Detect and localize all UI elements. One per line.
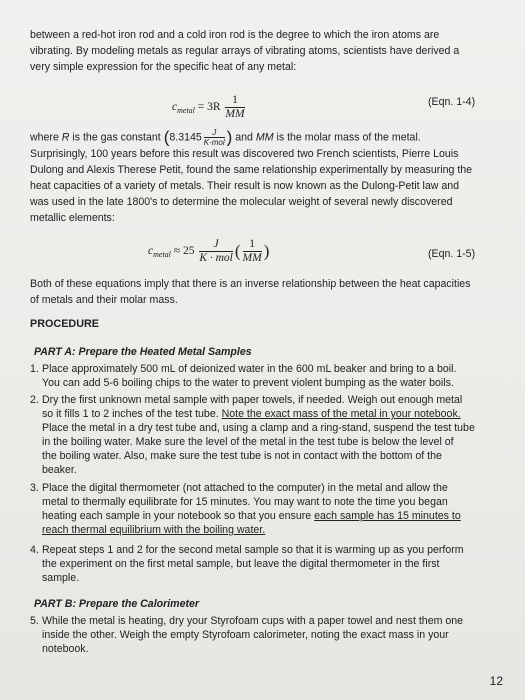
para3-line-2: of metals and their molar mass. — [30, 294, 178, 306]
para3-line-1: Both of these equations imply that there is an inverse relationship between the heat capacities — [30, 278, 471, 290]
gas-units-num: J — [204, 128, 225, 138]
eqn2-fraction-1 — [199, 238, 233, 265]
step-5-line-3: notebook. — [42, 643, 89, 655]
para2-line-1 — [30, 128, 500, 147]
eqn1-fraction — [225, 94, 244, 121]
underlined-text: Note the exact mass of the metal in your notebook. — [221, 408, 461, 420]
procedure-heading: PROCEDURE — [30, 318, 99, 330]
gas-units-den: K·mol — [203, 138, 225, 147]
eqn1-lhs: c — [172, 101, 178, 114]
intro-line-1: between a red-hot iron rod and a cold iron rod is the degree to which the iron atoms are — [30, 29, 440, 41]
eqn2-den1: K · mol — [199, 252, 233, 264]
text: heating each sample in your notebook so that you ensure — [42, 510, 315, 522]
step-3-line-4 — [42, 523, 512, 537]
eqn1-equals: = 3R — [197, 101, 221, 114]
step-2-line-5: the boiling water. Also, make sure the test tube is not in contact with the bottom of the — [42, 450, 442, 462]
step-5-number: 5. — [30, 615, 39, 627]
step-5-line-1: While the metal is heating, dry your Styrofoam cups with a paper towel and nest them one — [42, 615, 464, 627]
underlined-text: each sample has 15 minutes to — [314, 510, 461, 522]
step-3-number: 3. — [30, 482, 39, 494]
eqn2-label: (Eqn. 1-5) — [428, 248, 476, 260]
eqn2-num2: 1 — [243, 238, 262, 252]
text: is the gas constant — [69, 131, 164, 144]
eqn2-num1: J — [199, 238, 233, 252]
step-1-line-2: You can add 5-6 boiling chips to the water to prevent violent bumping as the water boils. — [42, 377, 454, 389]
step-4-line-2: the experiment on the first metal sample, but leave the digital thermometer in the first — [42, 558, 440, 570]
step-2-number: 2. — [30, 394, 39, 406]
eqn2-lhs-sub: metal — [153, 250, 171, 260]
step-4-number: 4. — [30, 544, 39, 556]
step-2-line-3: Place the metal in a dry test tube and, using a clamp and a ring-stand, suspend the test tube — [42, 422, 475, 434]
paren-open: ( — [234, 241, 241, 261]
intro-line-2: vibrating. By modeling metals as regular arrays of vibrating atoms, scientists have derived a — [30, 45, 460, 57]
part-a-heading: PART A: Prepare the Heated Metal Samples — [34, 346, 252, 358]
intro-line-3: very simple expression for the specific heat of any metal: — [30, 61, 297, 73]
text: so it fills 1 to 2 inches of the test tube. — [42, 408, 222, 420]
eqn1-label: (Eqn. 1-4) — [428, 96, 476, 108]
step-2-line-6: beaker. — [42, 464, 77, 476]
var-r: R — [61, 131, 70, 144]
para2-line-4: heat capacities of a variety of metals. Their result is now known as the Dulong-Petit law and — [30, 180, 460, 192]
text: and — [232, 131, 256, 144]
eqn1-numerator: 1 — [225, 94, 244, 108]
step-2-line-2 — [42, 407, 512, 421]
para2-line-6: metallic elements: — [30, 212, 115, 224]
text: where — [30, 131, 62, 144]
step-3-line-3 — [42, 509, 512, 523]
underlined-text: reach thermal equilibrium with the boiling water. — [42, 524, 266, 536]
eqn1-lhs-sub: metal — [177, 106, 195, 116]
paren-close: ) — [226, 127, 233, 147]
eqn2-approx: ≈ 25 — [173, 245, 195, 258]
step-4-line-3: sample. — [42, 572, 80, 584]
step-2-line-4: in the boiling water. Make sure the level of the metal in the test tube is below the level of — [42, 436, 454, 448]
step-3-line-1: Place the digital thermometer (not attached to the computer) in the metal and allow the — [42, 482, 448, 494]
para2-line-3: Dulong and Alexis Therese Petit, found the same relationship experimentally by measuring the — [30, 164, 473, 176]
eqn2-fraction-2 — [243, 238, 262, 265]
step-1-number: 1. — [30, 363, 39, 375]
text: is the molar mass of the metal. — [273, 131, 421, 144]
step-4-line-1: Repeat steps 1 and 2 for the second metal sample so that it is warming up as you perform — [42, 544, 464, 556]
page-number: 12 — [489, 674, 503, 688]
gas-constant-value: 8.3145 — [169, 131, 202, 144]
step-5-line-2: inside the other. Weigh the empty Styrofoam calorimeter, noting the exact mass in your — [42, 629, 449, 641]
part-b-heading: PART B: Prepare the Calorimeter — [34, 598, 200, 610]
paren-open: ( — [163, 127, 170, 147]
var-mm: MM — [255, 131, 274, 144]
eqn2-lhs: c — [148, 245, 154, 258]
gas-units — [204, 128, 225, 147]
equation-1-5 — [148, 238, 269, 265]
step-2-line-1: Dry the first unknown metal sample with paper towels, if needed. Weigh out enough metal — [42, 394, 463, 406]
paren-close: ) — [263, 241, 270, 261]
step-1-line-1: Place approximately 500 mL of deionized water in the 600 mL beaker and bring to a boil. — [42, 363, 457, 375]
para2-line-5: was used in the late 1800's to determine the molecular weight of several newly discovered — [30, 196, 453, 208]
step-3-line-2: metal to thermally equilibrate for 15 minutes. You may want to note the time you began — [42, 496, 448, 508]
eqn1-denominator: MM — [225, 108, 245, 120]
eqn2-den2: MM — [242, 252, 262, 264]
equation-1-4 — [172, 94, 247, 121]
para2-line-2: Surprisingly, 100 years before this result was discovered two French scientists, Pierre Louis — [30, 148, 459, 160]
